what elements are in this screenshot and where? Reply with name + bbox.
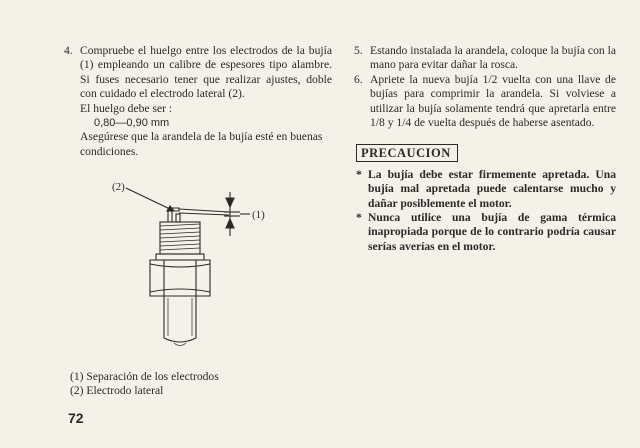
insulator	[164, 296, 196, 338]
warning-text: Nunca utilice una bujía de gama térmica inapropiada porque de lo contrario podría causar serías averías en el motor.	[368, 211, 616, 253]
washer	[156, 254, 204, 260]
spark-plug-diagram	[64, 178, 324, 363]
warning-item	[354, 211, 616, 254]
washer-check-text: Asegúrese que la arandela de la bujía esté en buenas condiciones.	[80, 130, 323, 158]
warning-item	[354, 168, 616, 211]
asterisk-icon: *	[356, 211, 362, 225]
figure-caption	[70, 370, 219, 397]
label-gap: (1)	[252, 209, 265, 221]
feeler-gauge	[179, 209, 229, 215]
caption-1: (1) Separación de los electrodos	[70, 370, 219, 383]
step-5	[354, 44, 616, 73]
arrow-top-icon	[226, 198, 234, 207]
arrow-bottom-icon	[226, 219, 234, 228]
right-column	[354, 44, 616, 254]
step-number: 4.	[64, 44, 73, 57]
step-4-text: Compruebe el huelgo entre los electrodos de la bujía (1) empleando un calibre de espesores tipo alambre. Si fuses necesario tener que realizar ajustes, doble con cuidado el electrodo lateral (2).	[80, 44, 332, 101]
step-4	[64, 44, 332, 159]
step-number: 5.	[354, 44, 363, 57]
step-5-text: Estando instalada la arandela, coloque la bujía con la mano para evitar dañar la rosca.	[370, 44, 616, 72]
gap-label: El huelgo debe ser :	[80, 101, 173, 115]
step-number: 6.	[354, 72, 363, 86]
warning-text: La bujía debe estar firmemente apretada. Una bujía mal apretada puede calentarse mucho y dañar posiblemente el motor.	[368, 167, 616, 210]
label-side-electrode: (2)	[112, 181, 125, 193]
leader-line-2	[126, 188, 172, 210]
page-number: 72	[68, 410, 84, 426]
center-electrode	[176, 214, 180, 222]
asterisk-icon: *	[356, 167, 362, 181]
gap-value: 0,80—0,90 mm	[94, 117, 170, 130]
left-column	[64, 44, 332, 159]
precaution-heading: PRECAUCION	[356, 144, 458, 161]
caption-2: (2) Electrodo lateral	[70, 383, 164, 397]
step-6-text: Apriete la nueva bujía 1/2 vuelta con una llave de bujías para comprimir la arandela. Si volviese a utilizar la bujía solamente tendrá que apretarla entre 1/8 y 1/4 de vuelta después de haberse asentado.	[370, 72, 616, 130]
step-6	[354, 73, 616, 131]
warning-list	[354, 168, 616, 254]
